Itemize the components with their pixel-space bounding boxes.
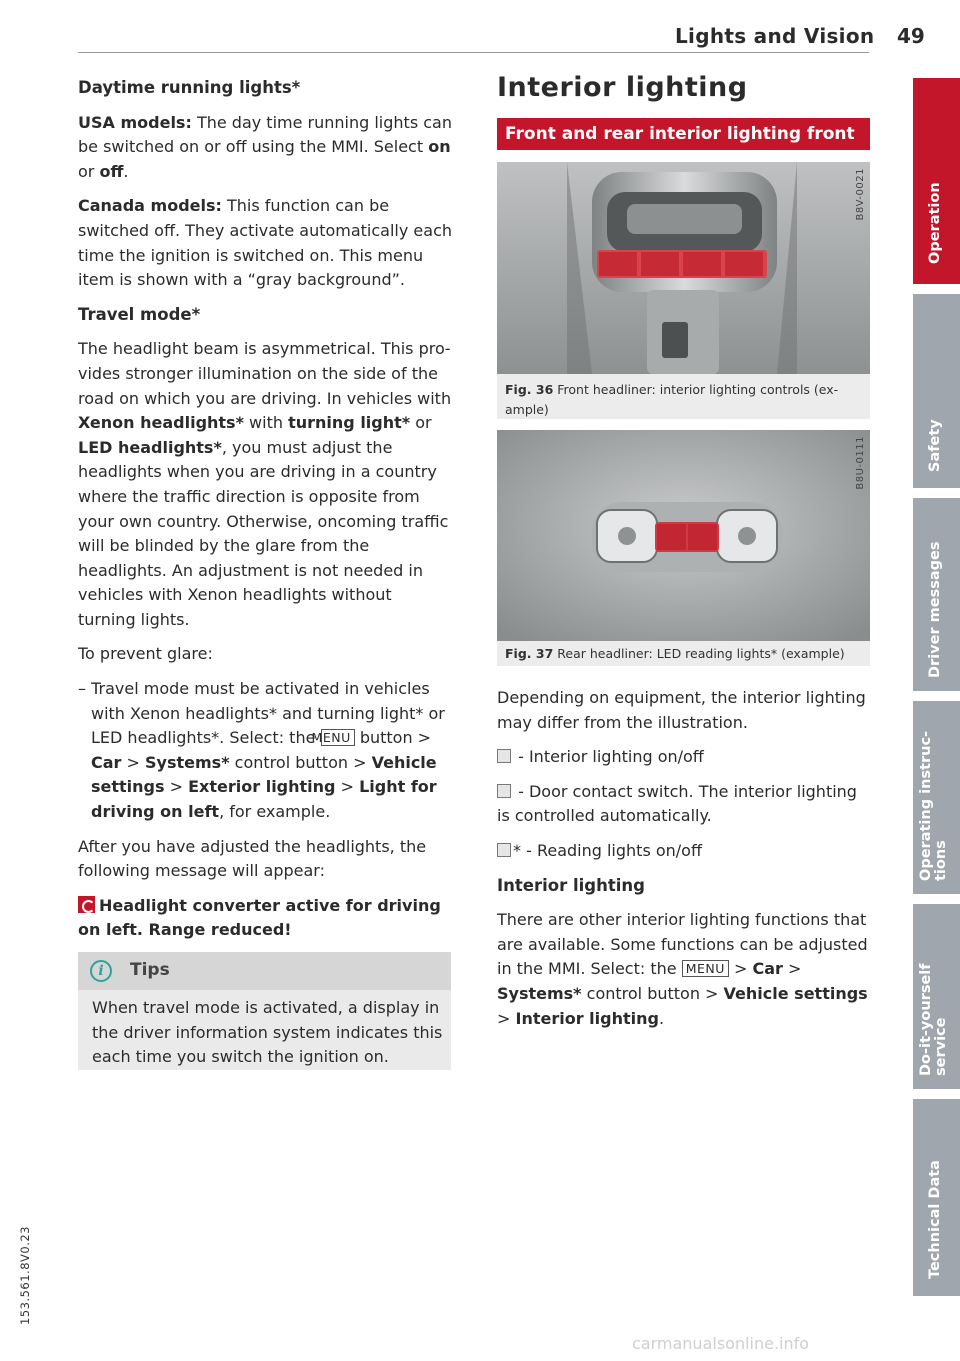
- usa-label: USA models:: [78, 112, 192, 132]
- figure-37-image: [497, 430, 870, 641]
- tab-operation[interactable]: [913, 78, 960, 284]
- figure-36-image: [497, 162, 870, 374]
- figure-36: [497, 162, 870, 419]
- xenon-term: Xenon headlights*: [78, 413, 244, 433]
- tab-operation-label: Operation: [927, 182, 943, 264]
- arrow-3: >: [497, 1008, 511, 1028]
- door-contact-switch-icon: [497, 784, 511, 798]
- rear-headliner-illustration: [497, 430, 870, 641]
- menu-key: MENU: [321, 729, 355, 746]
- header-divider: [78, 52, 869, 53]
- vehicle-settings-term: Vehicle settings: [91, 752, 437, 797]
- figure-37-caption-text: Rear headliner: LED reading lights* (example): [557, 646, 845, 661]
- figure-37: [497, 430, 870, 666]
- travel-heading: Travel mode*: [78, 304, 201, 324]
- usa-off: off: [99, 161, 124, 181]
- light-left-term: Light for driving on left: [91, 777, 437, 822]
- watermark: carmanualsonline.info: [632, 1334, 810, 1353]
- canada-text: This function can be switched off. They activate automatically each time the ignition is switched on. This menu item is shown with a “gray background”.: [78, 196, 453, 290]
- figure-37-caption: [505, 644, 865, 664]
- list-item: [78, 677, 454, 825]
- tips-box: [78, 952, 451, 1070]
- figure-36-label: Fig. 36: [505, 382, 554, 397]
- p2-text: There are other interior lighting functions that are available. Some functions can be adjusted in the MMI. Select: the: [497, 910, 868, 979]
- led-term: LED headlights*: [78, 437, 222, 457]
- interior-lighting-subheading: Interior lighting: [497, 875, 645, 895]
- left-column: [78, 76, 454, 953]
- intro-text: Depending on equipment, the interior lighting may differ from the illustration.: [497, 688, 866, 732]
- right-text-block: [497, 686, 873, 1041]
- travel-text-a: The headlight beam is asymmetrical. This provides stronger illumination on the side of the road on which you are driving. In vehicles with: [78, 339, 452, 408]
- usa-or: or: [78, 161, 95, 181]
- page-number: 49: [897, 24, 925, 48]
- control-button-text: control button >: [586, 983, 719, 1003]
- tab-operating-instructions-label: Operating instruc- tions: [918, 730, 949, 881]
- arrow-1: >: [733, 959, 748, 979]
- door-contact-item: [497, 780, 873, 829]
- systems-term: Systems*: [145, 752, 230, 772]
- canada-label: Canada models:: [78, 196, 222, 216]
- tab-do-it-yourself[interactable]: [913, 904, 960, 1089]
- tips-text: When travel mode is activated, a display in the driver information system indicates this each time you switch the ignition on.: [92, 998, 443, 1067]
- section-banner: Front and rear interior lighting front: [497, 118, 870, 150]
- travel-with: with: [249, 413, 283, 433]
- interior-lighting-paragraph: [497, 908, 873, 1031]
- tab-operating-instructions[interactable]: [913, 701, 960, 894]
- tips-title: Tips: [130, 960, 170, 980]
- main-heading: Interior lighting: [497, 72, 748, 103]
- usa-paragraph: USA models: The day time running lights can be switched on or off using the MMI. Select on or off.: [78, 112, 452, 181]
- figure-36-caption: [505, 380, 865, 420]
- period: .: [658, 1008, 665, 1028]
- arrow-3: >: [340, 777, 354, 797]
- systems-term: Systems*: [497, 983, 582, 1003]
- menu-key: MENU: [682, 960, 729, 977]
- interior-light-switch-icon: [497, 749, 511, 763]
- car-term: Car: [752, 959, 783, 979]
- headlight-warning-icon: [78, 896, 95, 913]
- section-title: Lights and Vision: [675, 24, 875, 48]
- list-text-a: – Travel mode must be activated in vehicles with Xenon headlights* and turning light* or LED headlights*. Select: the: [78, 679, 445, 748]
- usa-text: The day time running lights can be switched on or off using the MMI. Select: [78, 112, 452, 157]
- tips-header: [78, 952, 451, 990]
- figure-37-code: B8U-0111: [855, 436, 866, 490]
- interior-light-text: - Interior lighting on/off: [518, 747, 704, 767]
- figure-36-caption-text: Front headliner: interior lighting controls (example): [505, 382, 839, 417]
- vehicle-settings-term: Vehicle settings: [723, 983, 868, 1003]
- tab-driver-messages-label: Driver messages: [927, 541, 943, 678]
- tab-do-it-yourself-label: Do-it-yourself service: [918, 963, 949, 1076]
- warning-message: [78, 894, 454, 943]
- tab-technical-data-label: Technical Data: [927, 1160, 943, 1279]
- travel-or: or: [415, 413, 432, 433]
- tab-driver-messages[interactable]: [913, 498, 960, 691]
- door-contact-text: - Door contact switch. The interior lighting is controlled automatically.: [497, 781, 857, 826]
- front-headliner-illustration: [497, 162, 870, 374]
- right-heading-block: [497, 72, 873, 113]
- tab-safety[interactable]: [913, 294, 960, 488]
- car-term: Car: [91, 752, 122, 772]
- figure-37-label: Fig. 37: [505, 646, 554, 661]
- exterior-lighting-term: Exterior lighting: [188, 777, 336, 797]
- tab-safety-label: Safety: [927, 419, 943, 472]
- arrow-2: >: [788, 959, 802, 979]
- after-text: After you have adjusted the headlights, the following message will appear:: [78, 836, 427, 881]
- info-icon: i: [90, 960, 112, 982]
- arrow-2: >: [169, 777, 184, 797]
- interior-lighting-term: Interior lighting: [515, 1008, 659, 1028]
- control-button-text: control button >: [234, 752, 367, 772]
- interior-light-item: [497, 745, 873, 770]
- usa-on: on: [428, 137, 451, 157]
- arrow-1: >: [126, 752, 140, 772]
- reading-light-item: [497, 839, 873, 864]
- canada-paragraph: [78, 194, 454, 292]
- prevent-text: To prevent glare:: [78, 644, 213, 664]
- tab-technical-data[interactable]: [913, 1099, 960, 1296]
- warning-text: Headlight converter active for driving on left. Range reduced!: [78, 895, 441, 940]
- document-id: 153.561.8V0.23: [18, 1226, 32, 1325]
- turning-term: turning light*: [288, 413, 411, 433]
- reading-light-switch-icon: [497, 843, 511, 857]
- for-example: , for example.: [219, 802, 331, 822]
- travel-paragraph: [78, 337, 454, 632]
- daytime-heading: Daytime running lights*: [78, 78, 301, 97]
- list-text-b: button >: [359, 728, 432, 748]
- reading-light-text: * - Reading lights on/off: [513, 840, 702, 860]
- figure-36-code: B8V-0021: [855, 168, 866, 221]
- travel-text-b: , you must adjust the headlights when you are driving in a country where the traffic direction is opposite from your own country. Otherwise, oncoming traffic will be blinded by the glare from the headlights. An adjustment is not needed in vehicles with Xenon headlights without turning lights.: [78, 437, 449, 629]
